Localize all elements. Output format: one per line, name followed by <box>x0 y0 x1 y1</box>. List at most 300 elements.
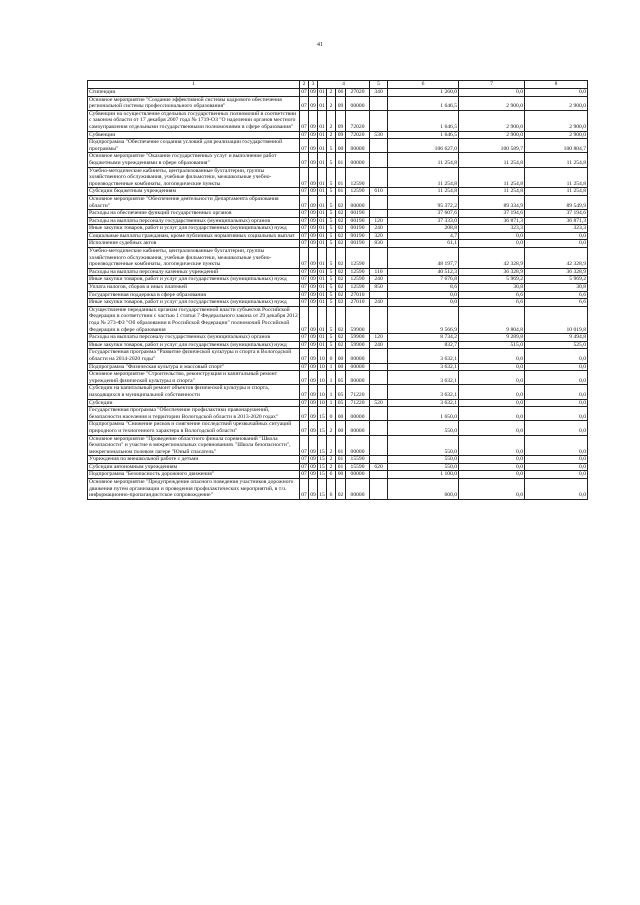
row-subprogram: 5 <box>327 341 336 349</box>
header-cell: 8 <box>525 81 588 89</box>
row-name: Основное мероприятие "Обеспечение деятельности Департамента образования области" <box>88 195 300 209</box>
row-name: Расходы на выплаты персоналу государственных (муниципальных) органов <box>88 217 300 225</box>
row-direction: 72020 <box>346 110 370 131</box>
row-program: 01 <box>318 153 327 167</box>
row-rz: 07 <box>301 188 307 195</box>
row-direction: 59900 <box>346 306 370 333</box>
row-amount-year3: 0,0 <box>525 232 588 240</box>
row-rz: 07 <box>300 248 309 269</box>
table-row <box>88 291 588 299</box>
row-direction: 00190 <box>346 210 370 218</box>
row-subprogram: 2 <box>327 463 336 471</box>
row-expense-type <box>370 363 388 371</box>
row-amount-year1: 550,0 <box>388 435 459 456</box>
row-rz: 07 <box>301 291 307 298</box>
row-direction: 12590 <box>346 167 370 188</box>
row-program: 01 <box>318 306 327 333</box>
row-amount-year1: 0,0 <box>388 291 459 299</box>
row-measure: 02 <box>336 284 346 292</box>
row-name: Расходы на обеспечение функций государственных органов <box>88 210 300 218</box>
row-amount-year3: 0,0 <box>525 385 588 399</box>
row-amount-year1: 11 254,8 <box>388 167 459 188</box>
row-pr: 09 <box>309 435 318 456</box>
row-pr: 09 <box>309 139 318 153</box>
row-direction: 00000 <box>346 407 370 421</box>
row-amount-year2: 9 804,8 <box>459 306 525 333</box>
row-amount-year2: 5 969,2 <box>459 276 525 284</box>
row-direction: 00190 <box>346 217 370 225</box>
row-expense-type <box>370 110 388 131</box>
row-pr: 09 <box>309 167 318 188</box>
row-program: 15 <box>319 463 325 470</box>
row-program: 01 <box>318 167 327 188</box>
row-amount-year1: 61,1 <box>388 240 459 248</box>
table-row <box>88 110 588 131</box>
row-pr: 09 <box>309 407 318 421</box>
row-name: Государственная программа "Развитие физической культуры и спорта в Вологодской области на 2014-2020 годы" <box>88 349 300 363</box>
row-program: 01 <box>319 291 325 298</box>
table-row <box>88 131 588 139</box>
row-direction: 00000 <box>346 479 370 500</box>
table-row <box>88 188 588 196</box>
row-direction: 00000 <box>346 435 370 456</box>
row-amount-year1: 7 676,8 <box>388 276 459 284</box>
row-subprogram: 6 <box>327 479 336 500</box>
row-name: Субвенции на осуществление отдельных государственных полномочий в соответствии с законом области от 17 декабря 2007 года № 1719-ОЗ "О наделении органов местного самоуправления отдельными государственными полномочиями в сфере образования" <box>88 110 300 131</box>
row-direction: 12590 <box>346 268 370 276</box>
table-row <box>88 89 588 97</box>
row-amount-year1: 832,7 <box>388 341 459 349</box>
row-subprogram: 0 <box>327 407 336 421</box>
row-pr: 09 <box>310 89 316 95</box>
row-rz: 07 <box>301 299 307 306</box>
row-pr: 09 <box>309 306 318 333</box>
row-program: 10 <box>319 363 325 370</box>
row-program: 15 <box>318 479 327 500</box>
row-expense-type <box>370 248 388 269</box>
row-program: 10 <box>318 371 327 385</box>
row-measure: 01 <box>336 188 346 196</box>
row-rz: 07 <box>300 96 309 110</box>
row-expense-type: 240 <box>370 341 388 349</box>
row-name: Субсидии <box>88 399 300 407</box>
row-program: 01 <box>318 139 327 153</box>
row-program: 15 <box>318 407 327 421</box>
row-rz: 07 <box>300 110 309 131</box>
row-measure: 01 <box>336 435 346 456</box>
row-amount-year3: 30,8 <box>525 284 588 292</box>
row-amount-year2: 11 254,8 <box>459 188 525 196</box>
row-pr: 09 <box>310 210 316 217</box>
row-amount-year1: 0,0 <box>388 299 459 307</box>
table-row <box>88 195 588 209</box>
row-amount-year1: 8 734,2 <box>388 334 459 342</box>
row-subprogram: 5 <box>327 225 336 233</box>
row-expense-type <box>370 306 388 333</box>
row-expense-type <box>370 479 388 500</box>
table-row <box>88 479 588 500</box>
row-pr: 09 <box>310 299 316 306</box>
row-expense-type: 520 <box>370 399 388 407</box>
table-row <box>88 456 588 464</box>
header-cell: 4 <box>318 81 370 89</box>
row-amount-year1: 1 260,0 <box>388 89 459 97</box>
row-expense-type <box>370 291 388 299</box>
row-name: Основное мероприятие "Строительство, реконструкция и капитальный ремонт учреждений физической культуры и спорта" <box>88 371 300 385</box>
row-amount-year1: 106 627,0 <box>388 139 459 153</box>
row-subprogram: 5 <box>327 248 336 269</box>
row-pr: 09 <box>310 240 316 247</box>
row-amount-year2: 0,0 <box>459 463 525 471</box>
table-row <box>88 139 588 153</box>
row-pr: 09 <box>310 471 316 478</box>
table-row <box>88 407 588 421</box>
row-expense-type <box>370 210 388 218</box>
row-measure: 00 <box>336 363 346 371</box>
row-amount-year1: 1 646,5 <box>388 110 459 131</box>
row-name: Подпрограмма "Снижение рисков и смягчение последствий чрезвычайных ситуаций природного и техногенного характера в Вологодской области" <box>88 421 300 435</box>
row-direction: 00190 <box>346 225 370 233</box>
row-name: Подпрограмма "Физическая культура и массовый спорт" <box>88 363 300 371</box>
row-direction: 59900 <box>346 334 370 342</box>
row-amount-year2: 37 194,6 <box>459 210 525 218</box>
header-cell: 3 <box>309 81 318 89</box>
row-subprogram: 1 <box>327 363 336 371</box>
row-subprogram: 5 <box>327 139 336 153</box>
row-amount-year2: 2 900,0 <box>459 96 525 110</box>
row-subprogram: 6 <box>327 471 336 479</box>
table-row <box>88 349 588 363</box>
row-amount-year3: 2 900,0 <box>525 131 588 139</box>
row-pr: 09 <box>309 248 318 269</box>
row-amount-year1: 550,0 <box>388 456 459 464</box>
row-name: Государственная поддержка в сфере образования <box>88 291 300 299</box>
row-direction: 00000 <box>346 195 370 209</box>
page-number: 41 <box>317 42 323 48</box>
row-amount-year1: 3 632,1 <box>388 371 459 385</box>
row-subprogram: 5 <box>327 153 336 167</box>
row-pr: 09 <box>310 188 316 195</box>
row-rz: 07 <box>301 471 307 478</box>
row-expense-type <box>370 456 388 464</box>
row-measure: 02 <box>336 276 346 284</box>
row-direction: 15590 <box>346 463 370 471</box>
row-name: Субвенции <box>88 131 300 139</box>
row-amount-year3: 10 019,8 <box>525 306 588 333</box>
table-row <box>88 217 588 225</box>
row-program: 15 <box>318 435 327 456</box>
row-amount-year2: 0,0 <box>459 407 525 421</box>
row-subprogram: 5 <box>327 284 336 292</box>
row-amount-year3: 0,0 <box>525 349 588 363</box>
row-amount-year1: 48 197,7 <box>388 248 459 269</box>
row-amount-year2: 0,0 <box>459 232 525 240</box>
row-measure: 02 <box>336 268 346 276</box>
row-amount-year2: 9 289,8 <box>459 334 525 342</box>
row-name: Основное мероприятие "Оказание государственных услуг и выполнение работ бюджетными учреждениями в сфере образования" <box>88 153 300 167</box>
row-pr: 09 <box>310 232 316 239</box>
row-name: Субсидии автономным учреждениям <box>88 463 300 471</box>
row-amount-year2: 11 254,8 <box>459 153 525 167</box>
header-cell: 2 <box>300 81 309 89</box>
row-program: 01 <box>319 225 325 232</box>
row-amount-year3: 0,0 <box>525 435 588 456</box>
row-measure: 06 <box>336 89 346 97</box>
row-amount-year2: 0,0 <box>459 89 525 97</box>
row-program: 01 <box>319 240 325 247</box>
row-name: Учреждения по внешкольной работе с детьми <box>88 456 300 464</box>
row-rz: 07 <box>300 479 309 500</box>
row-expense-type: 240 <box>370 225 388 233</box>
row-amount-year2: 0,0 <box>459 421 525 435</box>
row-program: 01 <box>319 268 325 275</box>
table-row <box>88 248 588 269</box>
row-measure: 05 <box>336 399 346 407</box>
row-program: 01 <box>319 210 325 217</box>
row-amount-year2: 6,6 <box>459 291 525 299</box>
row-name: Государственная программа "Обеспечение профилактики правонарушений, безопасности населения и территории Вологодской области в 2013-2020 годах" <box>88 407 300 421</box>
row-amount-year3: 0,0 <box>525 240 588 248</box>
row-amount-year3: 0,0 <box>525 463 588 471</box>
row-pr: 09 <box>310 225 316 232</box>
row-subprogram: 5 <box>327 240 336 248</box>
row-rz: 07 <box>301 268 307 275</box>
row-measure: 01 <box>336 167 346 188</box>
row-rz: 07 <box>301 341 307 348</box>
row-amount-year1: 3 632,1 <box>388 399 459 407</box>
row-name: Подпрограмма "Обеспечение создания условий для реализации государственной программы" <box>88 139 300 153</box>
row-pr: 09 <box>310 276 316 283</box>
row-subprogram: 2 <box>327 110 336 131</box>
row-direction: 00000 <box>346 471 370 479</box>
row-amount-year1: 1 100,0 <box>388 471 459 479</box>
row-pr: 09 <box>310 456 316 463</box>
row-pr: 09 <box>309 349 318 363</box>
row-amount-year1: 37 607,6 <box>388 210 459 218</box>
row-subprogram: 5 <box>327 276 336 284</box>
row-expense-type: 240 <box>370 276 388 284</box>
row-amount-year3: 6,6 <box>525 299 588 307</box>
row-measure: 01 <box>336 153 346 167</box>
row-subprogram: 1 <box>327 371 336 385</box>
row-measure: 00 <box>336 471 346 479</box>
row-amount-year1: 1 646,5 <box>388 96 459 110</box>
row-expense-type: 120 <box>370 334 388 342</box>
row-amount-year1: 3 632,1 <box>388 385 459 399</box>
row-name: Основное мероприятие "Создание эффективной системы кадрового обеспечения региональной системы профессионального образования" <box>88 96 300 110</box>
row-measure: 00 <box>336 407 346 421</box>
row-rz: 07 <box>301 284 307 291</box>
row-rz: 07 <box>301 276 307 283</box>
row-measure: 09 <box>336 110 346 131</box>
row-program: 01 <box>318 248 327 269</box>
row-rz: 07 <box>301 131 307 138</box>
header-cell: 1 <box>88 81 300 89</box>
budget-table <box>87 80 588 500</box>
row-subprogram: 5 <box>327 299 336 307</box>
row-amount-year1: 1 646,5 <box>388 131 459 139</box>
table-row <box>88 240 588 248</box>
row-direction: 00000 <box>346 371 370 385</box>
table-row <box>88 210 588 218</box>
row-subprogram: 2 <box>327 421 336 435</box>
row-direction: 72020 <box>346 131 370 139</box>
row-expense-type <box>370 435 388 456</box>
row-program: 15 <box>318 421 327 435</box>
row-pr: 09 <box>310 217 316 224</box>
row-measure: 05 <box>336 385 346 399</box>
row-amount-year1: 37 333,0 <box>388 217 459 225</box>
table-row <box>88 299 588 307</box>
row-amount-year3: 5 969,2 <box>525 276 588 284</box>
row-amount-year3: 2 900,0 <box>525 96 588 110</box>
row-name: Иные закупки товаров, работ и услуг для государственных (муниципальных) нужд <box>88 299 300 307</box>
row-subprogram: 2 <box>327 456 336 464</box>
row-name: Иные закупки товаров, работ и услуг для государственных (муниципальных) нужд <box>88 276 300 284</box>
row-amount-year2: 515,0 <box>459 341 525 349</box>
table-row <box>88 385 588 399</box>
row-amount-year3: 525,0 <box>525 341 588 349</box>
row-direction: 00000 <box>346 363 370 371</box>
row-measure: 02 <box>336 225 346 233</box>
row-name: Иные закупки товаров, работ и услуг для государственных (муниципальных) нужд <box>88 341 300 349</box>
row-program: 01 <box>319 232 325 239</box>
row-direction: 71220 <box>346 399 370 407</box>
table-row <box>88 363 588 371</box>
row-amount-year2: 0,0 <box>459 371 525 385</box>
row-subprogram: 2 <box>327 96 336 110</box>
row-amount-year2: 30,8 <box>459 284 525 292</box>
row-amount-year3: 0,0 <box>525 89 588 97</box>
row-program: 01 <box>318 96 327 110</box>
row-rz: 07 <box>301 210 307 217</box>
row-rz: 07 <box>300 349 309 363</box>
row-amount-year2: 0,0 <box>459 385 525 399</box>
row-pr: 09 <box>310 463 316 470</box>
row-name: Иные закупки товаров, работ и услуг для государственных (муниципальных) нужд <box>88 225 300 233</box>
row-rz: 07 <box>301 217 307 224</box>
row-pr: 09 <box>310 284 316 291</box>
row-measure: 02 <box>336 334 346 342</box>
row-amount-year1: 600,0 <box>388 479 459 500</box>
row-program: 01 <box>318 110 327 131</box>
row-expense-type <box>370 139 388 153</box>
row-subprogram: 1 <box>327 385 336 399</box>
row-amount-year1: 550,0 <box>388 463 459 471</box>
row-pr: 09 <box>310 341 316 348</box>
row-amount-year3: 89 549,9 <box>525 195 588 209</box>
row-direction: 12590 <box>346 276 370 284</box>
row-expense-type: 830 <box>370 240 388 248</box>
row-program: 15 <box>319 471 325 478</box>
row-expense-type: 320 <box>370 232 388 240</box>
table-row <box>88 306 588 333</box>
row-measure: 02 <box>336 195 346 209</box>
row-rz: 07 <box>301 399 307 406</box>
row-amount-year3: 0,0 <box>525 399 588 407</box>
row-direction: 27010 <box>346 299 370 307</box>
row-direction: 00000 <box>346 139 370 153</box>
row-amount-year1: 8,6 <box>388 284 459 292</box>
row-program: 01 <box>319 284 325 291</box>
row-subprogram: 2 <box>327 89 336 97</box>
row-amount-year2: 36 871,3 <box>459 217 525 225</box>
table-row <box>88 371 588 385</box>
row-name: Расходы на выплаты персоналу казенных учреждений <box>88 268 300 276</box>
row-name: Подпрограмма "Безопасность дорожного движения" <box>88 471 300 479</box>
row-amount-year3: 0,0 <box>525 456 588 464</box>
row-amount-year2: 0,0 <box>459 479 525 500</box>
row-amount-year2: 0,0 <box>459 240 525 248</box>
row-amount-year3: 0,0 <box>525 363 588 371</box>
row-amount-year2: 100 589,7 <box>459 139 525 153</box>
row-amount-year1: 3 632,1 <box>388 349 459 363</box>
row-program: 10 <box>318 385 327 399</box>
table-row <box>88 334 588 342</box>
row-pr: 09 <box>309 371 318 385</box>
row-pr: 09 <box>310 291 316 298</box>
table-row <box>88 268 588 276</box>
row-subprogram: 2 <box>327 435 336 456</box>
row-subprogram: 1 <box>327 399 336 407</box>
row-program: 01 <box>319 188 325 195</box>
row-amount-year2: 0,0 <box>459 399 525 407</box>
row-expense-type <box>370 407 388 421</box>
table-row <box>88 276 588 284</box>
table-header-row <box>88 81 588 89</box>
table-row <box>88 284 588 292</box>
row-rz: 07 <box>301 240 307 247</box>
row-amount-year3: 37 194,6 <box>525 210 588 218</box>
row-rz: 07 <box>300 421 309 435</box>
row-amount-year1: 11 254,8 <box>388 153 459 167</box>
row-expense-type: 530 <box>370 131 388 139</box>
row-pr: 09 <box>309 479 318 500</box>
row-program: 01 <box>319 276 325 283</box>
row-expense-type <box>370 471 388 479</box>
row-pr: 09 <box>309 421 318 435</box>
row-amount-year3: 323,3 <box>525 225 588 233</box>
row-amount-year2: 0,0 <box>459 471 525 479</box>
row-direction: 00000 <box>346 96 370 110</box>
row-subprogram: 5 <box>327 306 336 333</box>
row-amount-year2: 36 328,9 <box>459 268 525 276</box>
row-measure: 02 <box>336 232 346 240</box>
row-rz: 07 <box>301 225 307 232</box>
row-amount-year1: 3 632,1 <box>388 363 459 371</box>
row-rz: 07 <box>301 232 307 239</box>
row-amount-year1: 11 254,8 <box>388 188 459 196</box>
row-expense-type <box>370 167 388 188</box>
row-amount-year3: 9 494,8 <box>525 334 588 342</box>
header-cell: 6 <box>388 81 459 89</box>
row-pr: 09 <box>310 399 316 406</box>
row-amount-year3: 0,0 <box>525 421 588 435</box>
row-amount-year2: 0,0 <box>459 435 525 456</box>
row-measure: 02 <box>336 479 346 500</box>
row-pr: 09 <box>310 131 316 138</box>
row-name: Стипендии <box>88 89 300 97</box>
row-pr: 09 <box>310 268 316 275</box>
row-expense-type: 850 <box>370 284 388 292</box>
row-expense-type: 240 <box>370 299 388 307</box>
row-amount-year2: 0,0 <box>459 349 525 363</box>
row-subprogram: 5 <box>327 334 336 342</box>
row-measure: 02 <box>336 299 346 307</box>
row-expense-type <box>370 421 388 435</box>
row-name: Расходы на выплаты персоналу государственных (муниципальных) органов <box>88 334 300 342</box>
row-rz: 07 <box>301 363 307 370</box>
